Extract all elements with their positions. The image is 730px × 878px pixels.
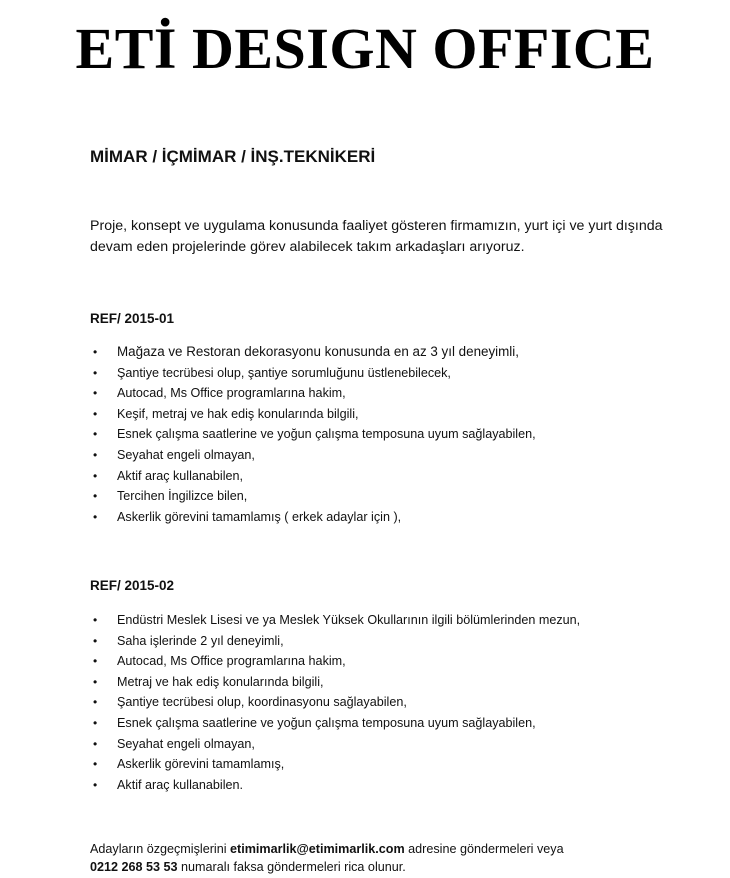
footer-text-end: numaralı faksa göndermeleri rica olunur. bbox=[177, 860, 406, 874]
bullet-icon: • bbox=[93, 633, 98, 648]
requirement-item bbox=[90, 424, 690, 445]
requirement-item bbox=[90, 507, 690, 528]
requirement-item bbox=[90, 631, 690, 652]
requirement-item bbox=[90, 404, 690, 425]
requirement-text: Şantiye tecrübesi olup, şantiye sorumluğunu üstlenebilecek, bbox=[117, 365, 451, 380]
bullet-icon: • bbox=[93, 777, 98, 792]
bullet-icon: • bbox=[93, 509, 98, 524]
requirement-text: Askerlik görevini tamamlamış, bbox=[117, 757, 285, 772]
requirement-text: Esnek çalışma saatlerine ve yoğun çalışma temposuna uyum sağlayabilen, bbox=[117, 715, 536, 730]
application-instructions bbox=[90, 840, 710, 876]
requirement-item bbox=[90, 445, 690, 466]
requirement-item bbox=[90, 672, 690, 693]
bullet-icon: • bbox=[93, 613, 98, 627]
bullet-icon: • bbox=[93, 715, 98, 730]
bullet-icon: • bbox=[93, 406, 98, 421]
requirement-item bbox=[90, 734, 690, 755]
requirement-text: Metraj ve hak ediş konularında bilgili, bbox=[117, 674, 324, 689]
company-title: ETİ DESIGN OFFICE bbox=[75, 16, 655, 81]
footer-text-prefix: Adayların özgeçmişlerini bbox=[90, 842, 230, 856]
job-title: MİMAR / İÇMİMAR / İNŞ.TEKNİKERİ bbox=[90, 147, 376, 166]
ref-heading-1: REF/ 2015-01 bbox=[90, 311, 175, 326]
intro-paragraph: Proje, konsept ve uygulama konusunda faaliyet gösteren firmamızın, yurt içi ve yurt dışında devam eden projelerinde görev alabilecek takım arkadaşları arıyoruz. bbox=[90, 218, 663, 255]
bullet-icon: • bbox=[93, 345, 98, 359]
bullet-icon: • bbox=[93, 674, 98, 689]
contact-email: etimimarlik@etimimarlik.com bbox=[230, 842, 405, 856]
bullet-icon: • bbox=[93, 427, 98, 442]
requirement-text: Seyahat engeli olmayan, bbox=[117, 447, 255, 462]
footer-text-suffix: adresine göndermeleri veya bbox=[404, 842, 564, 856]
requirement-item bbox=[90, 713, 690, 734]
bullet-icon: • bbox=[93, 654, 98, 669]
requirement-text: Saha işlerinde 2 yıl deneyimli, bbox=[117, 633, 284, 648]
requirement-item bbox=[90, 383, 690, 404]
requirements-list-2 bbox=[90, 610, 690, 795]
requirement-item bbox=[90, 692, 690, 713]
requirement-text: Şantiye tecrübesi olup, koordinasyonu sağlayabilen, bbox=[117, 695, 407, 710]
ref-heading-2: REF/ 2015-02 bbox=[90, 578, 175, 593]
bullet-icon: • bbox=[93, 365, 98, 380]
requirement-text: Autocad, Ms Office programlarına hakim, bbox=[117, 386, 346, 401]
requirement-item bbox=[90, 754, 690, 775]
fax-number: 0212 268 53 53 bbox=[90, 860, 178, 874]
requirement-text: Aktif araç kullanabilen. bbox=[117, 777, 244, 792]
requirement-text: Mağaza ve Restoran dekorasyonu konusunda en az 3 yıl deneyimli, bbox=[117, 344, 519, 359]
requirement-text: Esnek çalışma saatlerine ve yoğun çalışma temposuna uyum sağlayabilen, bbox=[117, 427, 536, 442]
bullet-icon: • bbox=[93, 736, 98, 751]
requirement-item bbox=[90, 342, 690, 363]
bullet-icon: • bbox=[93, 695, 98, 710]
bullet-icon: • bbox=[93, 447, 98, 462]
requirement-item bbox=[90, 466, 690, 487]
requirement-item bbox=[90, 775, 690, 796]
requirement-text: Endüstri Meslek Lisesi ve ya Meslek Yüksek Okullarının ilgili bölümlerinden mezun, bbox=[117, 613, 581, 627]
requirement-item bbox=[90, 610, 690, 631]
requirement-item bbox=[90, 651, 690, 672]
bullet-icon: • bbox=[93, 386, 98, 401]
requirements-list-1 bbox=[90, 342, 690, 527]
requirement-text: Seyahat engeli olmayan, bbox=[117, 736, 255, 751]
bullet-icon: • bbox=[93, 489, 98, 504]
requirement-text: Autocad, Ms Office programlarına hakim, bbox=[117, 654, 346, 669]
requirement-text: Keşif, metraj ve hak ediş konularında bilgili, bbox=[117, 406, 359, 421]
bullet-icon: • bbox=[93, 468, 98, 483]
requirement-item bbox=[90, 363, 690, 384]
requirement-text: Aktif araç kullanabilen, bbox=[117, 468, 244, 483]
requirement-text: Tercihen İngilizce bilen, bbox=[117, 489, 248, 504]
requirement-item bbox=[90, 486, 690, 507]
requirement-text: Askerlik görevini tamamlamış ( erkek adaylar için ), bbox=[117, 509, 402, 524]
bullet-icon: • bbox=[93, 757, 98, 772]
